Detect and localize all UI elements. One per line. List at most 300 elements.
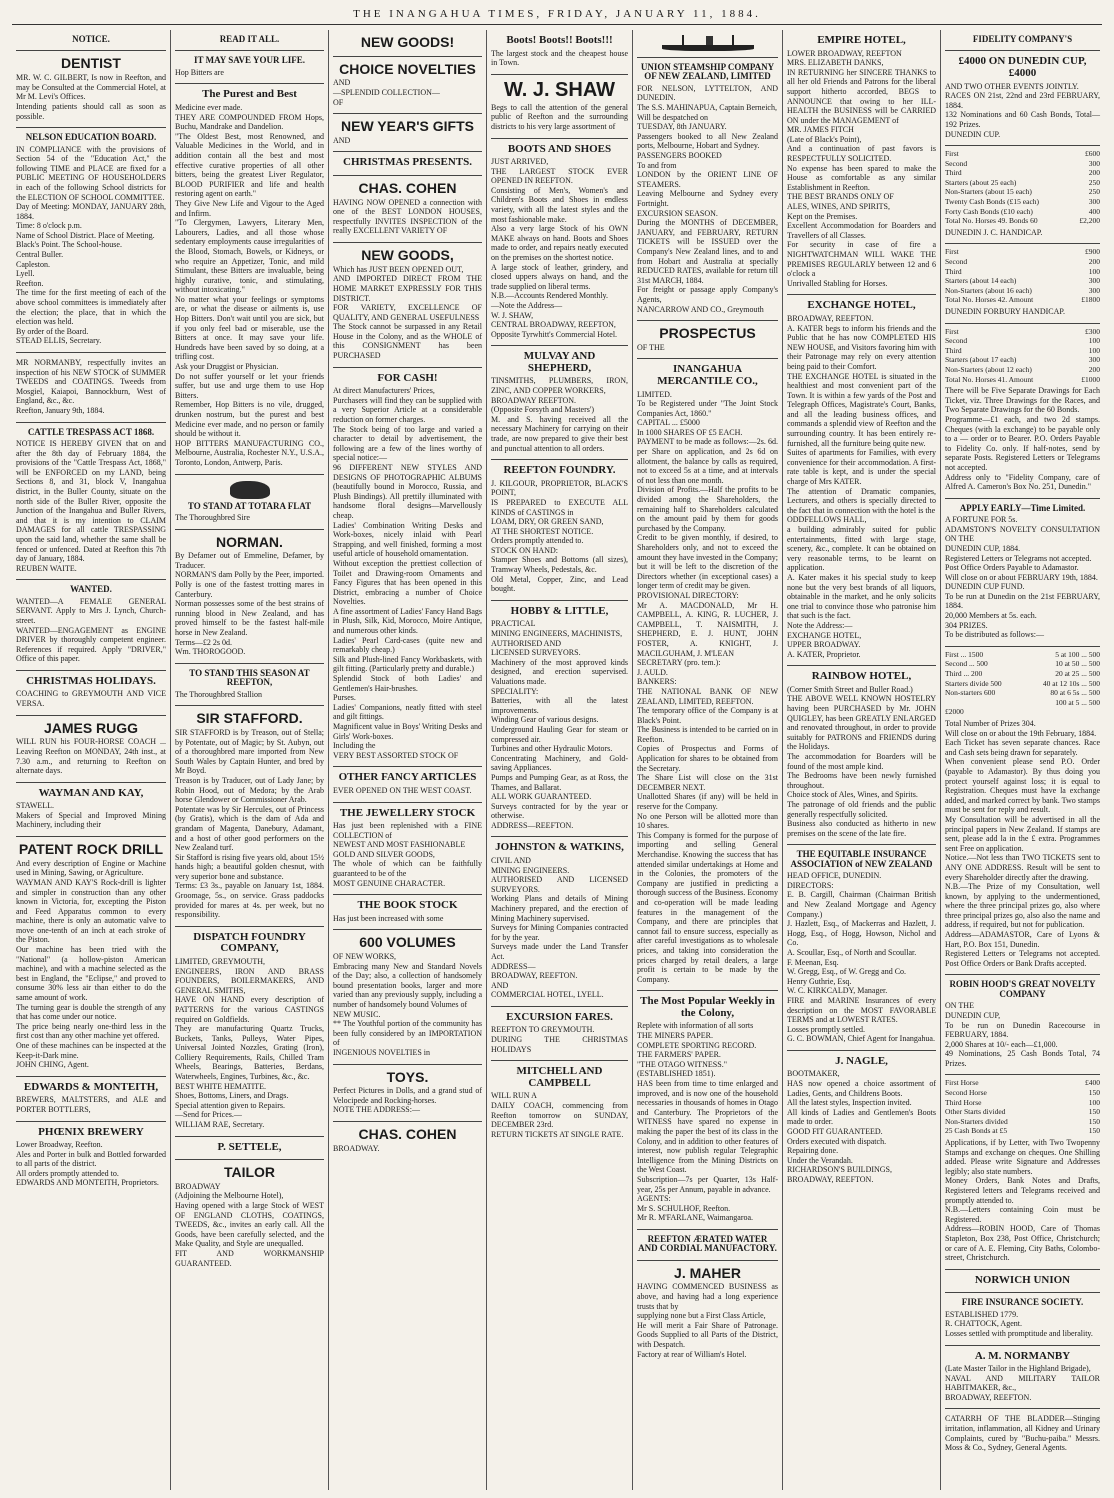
ad-heading: NEW YEAR'S GIFTS [341, 118, 474, 135]
ad-body: Total Number of Prizes 304. Will close on or about the 19th February, 1884. Each Ticket has seven separate chances. Race and Cash sets being drawn for separately. When convenient please send P.O. Order (payable to Adamastor). By thus doing you protect yourself against loss; it is equal to Registration. Cheques must have la exchange added, and marked correct by bank. Two stamps must be sent for reply and result. My Consultation will be advertised in all the principal papers in New Zealand. If stamps are sent, please add la in the £ extra. Programmes sent Free on application. Notice.—Not less than TWO TICKETS sent to ANY ONE ADDRESS. Result will be sent to every Shareholder directly after the drawing. N.B.—The Prize of my Consultation, well known, by applying to the undermentioned, where the three principal prizes go, also where three principal prizes go, also also the name and address, if required, but not for publication. Address—ADAMASTOR, Care of Lyons & Hart, P.O. Box 151, Dunedin. Registered Letters or Telegrams not accepted. Post Office Orders or Bank Drafts accepted. [945, 719, 1100, 968]
table-cell: Non-Starters (about 15 each) [945, 187, 1032, 197]
advertisement [945, 499, 1100, 647]
table-row [945, 1078, 1100, 1088]
table-cell: 150 [1088, 1126, 1100, 1136]
table-cell: 300 [1088, 285, 1100, 295]
table-row [945, 168, 1100, 178]
advertisement [175, 706, 324, 927]
table-cell: 25 Cash Bonds at £5 [945, 1126, 1008, 1136]
ad-heading: WANTED. [70, 584, 112, 595]
advertisement [333, 1065, 482, 1122]
ad-body: WANTED—A FEMALE GENERAL SERVANT. Apply to Mrs J. Lynch, Church-street. WANTED—ENGAGEMENT as ENGINE DRIVER by thoroughly competent engineer. References if required. Apply "DRIVER," Office of this paper. [16, 596, 166, 664]
table-cell [945, 698, 1022, 708]
advertisement [333, 176, 482, 243]
table-cell: Second [945, 336, 968, 346]
ad-body: By Defamer out of Emmeline, Defamer, by Traducer. NORMAN'S dam Polly by the Peer, imported. Polly is one of the fastest trotting mares in Canterbury. Norman possesses some of the best strains of running blood in New Zealand, and has proved himself to be the fastest half-mile horse in New Zealand. Terms—£2 2s 0d. Wm. THOROGOOD. [175, 551, 324, 657]
ad-heading: CHOICE NOVELTIES [339, 60, 476, 77]
table-cell: £400 [1085, 1078, 1100, 1088]
ad-heading: REEFTON ÆRATED WATER AND CORDIAL MANUFACTORY. [638, 1233, 777, 1254]
table-row [945, 669, 1100, 679]
table-cell: 20 at 25 ... 500 [1055, 669, 1100, 679]
table-row [945, 247, 1100, 257]
advertisement [16, 1122, 166, 1195]
column-3 [328, 30, 486, 1490]
advertisement [16, 837, 166, 1077]
ad-body: (Late Master Tailor in the Highland Brigade), NAVAL AND MILITARY TAILOR HABITMAKER, &c., BROADWAY, REEFTON. [945, 1364, 1100, 1402]
ad-heading: A. M. NORMANBY [974, 1349, 1071, 1362]
ad-body: At direct Manufacturers' Prices, Purchasers will find they can be supplied with a very Superior Article at a considerable reduction on former charges. The Stock being of too large and varied a character to detail by advertisement, the following are a few of the lines worthy of special notice:— 96 DIFFERENT NEW STYLES AND DESIGNS OF PHOTOGRAPHIC ALBUMS (beautifully bound in Morocco, Russia, and Plush Bindings). All prettily illuminated with handsome floral designs—Marvellously cheap. Ladies' Combination Writing Desks and Work-boxes, nicely inlaid with Pearl Strapping, and well finished, forming a most useful article of household ornamentation. Without exception the prettiest collection of Toilet and Drawing-room Ornaments and Fancy Figures that has been opened in this District, embracing a number of Choice Novelties. A fine assortment of Ladies' Fancy Hand Bags in Plush, Silk, Kid, Morocco, Moire Antique, and numerous other kinds. Ladies' Pearl Card-cases (quite new and remarkably cheap.) Silk and Plush-lined Fancy Workbaskets, with gilt fitting. (Particularly pretty and durable.) Splendid Stock of both Ladies' and Gentlemen's Hair-brushes. Purses. Ladies' Companions, neatly fitted with steel and gilt fittings. Magnificent value in Boys' Writing Desks and Girls' Work-boxes. Including the VERY BEST ASSORTED STOCK OF [333, 386, 482, 760]
ad-heading: OTHER FANCY ARTICLES [338, 771, 477, 784]
ad-heading: DISPATCH FOUNDRY COMPANY, [193, 930, 306, 955]
ad-body: BROADWAY, REEFTON. A. KATER begs to inform his friends and the Public that he has now COMPLETED HIS NEW HOUSE, and Visitors favoring him with their Patronage may rely on every attention being paid to their Comfort. THE EXCHANGE HOTEL is situated in the healthiest and most convenient part of the Town. It is within a few yards of the Post and Telegraph Offices, Magistrate's Court, Banks, and all the leading business offices, and commands a splendid view of Reefton and the surrounding country. It has been entirely re-furnished, all the furniture being quite new. Suites of apartments for Families, with every convenience for their accommodation. A first-rate table is kept, and is under the special charge of Mrs KATER. The attention of Dramatic companies, Lecturers, and others is specially directed to the fact that in connection with the hotel is the ODDFELLOWS HALL, a building admirably suited for public entertainments, fitted with large stage, scenery, &c., complete. It can be obtained on very reasonable terms, to be learnt on application. A. Kater makes it his special study to keep none but the very best brands of all liquors, obtainable in the market, and he only solicits one trial to convince those who patronise him that such is the fact. Note the Address:— EXCHANGE HOTEL, UPPER BROADWAY. A. KATER, Proprietor. [787, 313, 936, 659]
ad-heading: PATENT ROCK DRILL [18, 841, 164, 858]
ad-heading: £4000 ON DUNEDIN CUP, £4000 [958, 55, 1087, 79]
table-cell: 300 [1088, 355, 1100, 365]
ad-heading: TAILOR [223, 1164, 276, 1181]
table-row [945, 375, 1100, 385]
ad-heading: READ IT ALL. [219, 34, 280, 44]
advertisement [16, 353, 166, 423]
ad-body: Has just been increased with some [333, 913, 444, 923]
advertisement [16, 783, 166, 837]
ad-body: ON THE DUNEDIN CUP, To be run on Dunedin Racecourse in FEBRUARY, 1884. 2,000 Shares at 10/- each—£1,000. 49 Nominations, 25 Cash Bonds Total, 74 Prizes. [945, 1001, 1100, 1068]
table-cell: 250 [1088, 177, 1100, 187]
ad-body: CIVIL AND MINING ENGINEERS. AUTHORISED AND LICENSED SURVEYORS. Working Plans and details of Mining Machinery prepared, and the erection of Mining Machinery supervised. Surveys for Mining Companies contracted for by the year. Surveys made under the Land Transfer Act. ADDRESS— BROADWAY, REEFTON. AND COMMERCIAL HOTEL, LYELL. [491, 856, 628, 1000]
table-row [945, 295, 1100, 305]
advertisement [333, 30, 482, 57]
advertisement [16, 1077, 166, 1122]
ad-body: Begs to call the attention of the general public of Reefton and the surrounding districts to his very large assortment of [491, 102, 628, 131]
ad-body: IN COMPLIANCE with the provisions of Section 54 of the "Education Act," the following TIME and PLACE are fixed for a PUBLIC MEETING OF HOUSEHOLDERS in each of the following School districts for the ELECTION OF SCHOOL COMMITTEE. Day of Meeting: MONDAY, JANUARY 28th, 1884. Time: 8 o'clock p.m. Name of School District. Place of Meeting. Black's Point. The School-house. Central Buller. Capleston. Lyell. Reefton. The time for the first meeting of each of the above school committees is immediately after the election; the place, that in which the election was held. By order of the Board. STEAD ELLIS, Secretary. [16, 144, 166, 346]
table-cell [1022, 707, 1100, 717]
ad-heading: MULVAY AND SHEPHERD, [523, 350, 596, 374]
prize-table [945, 650, 1100, 717]
table-cell: Twenty Cash Bonds (£15 each) [945, 197, 1040, 207]
steamship-woodcut-icon [662, 35, 754, 51]
ad-body: PRACTICAL MINING ENGINEERS, MACHINISTS, AUTHORISED AND LICENSED SURVEYORS. Machinery of the most approved kinds designed, and erection supervised. Valuations made. SPECIALITY: Batteries, with all the latest improvements. Winding Gear of various designs. Underground Hauling Gear for steam or compressed air. Turbines and other Hydraulic Motors. Concentrating Machinery, and Gold-saving Appliances. Pumps and Pumping Gear, as at Ross, the Thames, and Ballarat. ALL WORK GUARANTEED. Surveys contracted for by the year or otherwise. ADDRESS—REEFTON. [491, 619, 628, 830]
advertisement [491, 460, 628, 601]
ad-heading: P. SETTELE, [217, 1140, 282, 1153]
table-cell: 150 [1088, 1088, 1100, 1098]
ad-heading: J. MAHER [674, 1264, 741, 1281]
table-cell: Total No. Horses 49. Bonds 60 [945, 216, 1038, 226]
advertisement [16, 128, 166, 353]
table-cell: First [945, 326, 959, 336]
ad-body: ESTABLISHED 1779. R. CHATTOCK, Agent. Losses settled with promptitude and liberality. [945, 1309, 1093, 1338]
table-row [945, 1126, 1100, 1136]
table-cell: 150 [1088, 1116, 1100, 1126]
table-row [945, 707, 1100, 717]
ad-heading: EDWARDS & MONTEITH, [23, 1080, 159, 1093]
ad-heading: EXCURSION FARES. [506, 1010, 613, 1023]
table-cell: 80 at 6 5s ... 500 [1050, 688, 1100, 698]
ad-heading: The Purest and Best [202, 88, 297, 101]
ad-body: Replete with information of all sorts THE MINERS PAPER. COMPLETE SPORTING RECORD. THE FARMERS' PAPER. "THE OTAGO WITNESS." (ESTABLISHED 1851). HAS been from time to time enlarged and improved, and is now one of the household necessaries in thousands of homes in Otago and Canterbury. The Proprietors of the WITNESS have spared no expense in making the paper the best of its class in the Colony, and in addition to other features of interest, now publish regular Telegraphic Intelligence from the Mining Districts on the West Coast. Subscription—7s per Quarter, 13s Half-year, 25s per Annum, payable in advance. AGENTS: Mr S. SCHULHOF, Reefton. Mr R. M'FARLANE, Waimangaroa. [637, 1021, 778, 1223]
horse-woodcut-icon [230, 481, 270, 499]
table-cell: First ... 1500 [945, 649, 984, 659]
ad-heading: EXCHANGE HOTEL, [807, 299, 916, 312]
ad-heading: TO STAND AT TOTARA FLAT [187, 500, 312, 511]
ad-body: LOWER BROADWAY, REEFTON MRS. ELIZABETH DANKS, IN RETURNING her SINCERE THANKS to all her old Friends and Patrons for the liberal support hitherto accorded, BEGS to ANNOUNCE that owing to her ILL-HEALTH the BUSINESS will be CARRIED ON under the MANAGEMENT of MR. JAMES FITCH (Late of Black's Point), And a continuation of past favors is RESPECTFULLY SOLICITED. No expense has been spared to make the House as comfortable as any similar Establishment in Reefton. THE BEST BRANDS ONLY OF ALES, WINES, AND SPIRITS, Kept on the Premises. Excellent Accommodation for Boarders and Travellers of all Classes. For security in case of fire a NIGHTWATCHMAN WILL WAKE THE PREMISES REGULARLY between 12 and 6 o'clock a Unrivalled Stabling for Horses. [787, 48, 936, 288]
ad-heading: NEW GOODS, [361, 247, 454, 264]
table-row [945, 216, 1100, 226]
advertisement [787, 666, 936, 845]
table-cell: Third Horse [945, 1097, 982, 1107]
advertisement [945, 975, 1100, 1075]
advertisement [16, 423, 166, 581]
column-2 [170, 30, 328, 1490]
ad-body: BROADWAY. [333, 1143, 380, 1153]
ad-body: LIMITED, GREYMOUTH, ENGINEERS, IRON AND BRASS FOUNDERS, BOILERMAKERS, AND GENERAL SMITHS, HAVE ON HAND every description of PATTERNS for the various CASTINGS required on Goldfields. They are manufacturing Quartz Trucks, Buckets, Tanks, Pulleys, Water Pipes, Universal Jointed Nozzles, Grating (Iron), Colliery Requirements, Rails, Chilled Tram Wheels, Bearings, Batteries, Berdans, Waterwheels, Engines, Turbines, &c., &c. BEST WHITE HEMATITE. Shoes, Bottoms, Liners, and Drags. Special attention given to Repairs. —Send for Prices.— WILLIAM RAE, Secretary. [175, 956, 324, 1130]
column-6 [782, 30, 940, 1490]
ad-body: BROADWAY (Adjoining the Melbourne Hotel), Having opened with a large Stock of WEST OF ENGLAND CLOTHS, COATINGS, TWEEDS, &c., invites an early call. All the Goods, have been carefully selected, and the Make Quality, and Style are unequalled. FIT AND WORKMANSHIP GUARANTEED. [175, 1181, 324, 1268]
table-cell: 100 [1088, 266, 1100, 276]
table-row [945, 698, 1100, 708]
table-cell: Third [945, 345, 962, 355]
table-cell: £2000 [945, 707, 964, 717]
ad-body: JUST ARRIVED, THE LARGEST STOCK EVER OPENED IN REEFTON. Consisting of Men's, Women's and Children's Boots and Shoes in endless variety, with all the latest styles and the most fashionable make. Also a very large Stock of his OWN MAKE always on hand. Boots and Shoes made to order, and repairs neatly executed on the premises on the shortest notice. A large stock of leather, grindery, and closed uppers always on hand, and the trade supplied on liberal terms. N.B.—Accounts Rendered Monthly. —Note the Address— W. J. SHAW, CENTRAL BROADWAY, REEFTON, Opposite Tyrwhitt's Commercial Hotel. [491, 157, 628, 339]
table-cell: 300 [1088, 158, 1100, 168]
ad-body: FOR NELSON, LYTTELTON, AND DUNEDIN. The S.S. MAHINAPUA, Captain Berneich, Will be despatched on TUESDAY, 8th JANUARY. Passengers booked to all New Zealand ports, Melbourne, Hobart and Sydney. PASSENGERS BOOKED To and from LONDON by the ORIENT LINE OF STEAMERS. Leaving Melbourne and Sydney every Fortnight. EXCURSION SEASON. During the MONTHS of DECEMBER, JANUARY, and FEBRUARY, RETURN TICKETS will be ISSUED over the Company's New Zealand lines, and to and from Hobart and Australia at specially REDUCED RATES, available for return till 31st MARCH, 1884. For freight or passage apply Company's Agents, NANCARROW AND CO., Greymouth [637, 83, 778, 314]
advertisement [333, 767, 482, 802]
ad-body: WILL RUN his FOUR-HORSE COACH ... Leaving Reefton on MONDAY, 24th inst., at 7.30 a.m., and returning to Reefton on alternate days. [16, 737, 166, 776]
advertisement [175, 51, 324, 84]
table-row [945, 327, 1100, 337]
table-cell: Starters (about 14 each) [945, 276, 1017, 286]
advertisement [16, 30, 166, 51]
table-row [945, 659, 1100, 669]
advertisement [945, 244, 1100, 323]
table-row [945, 149, 1100, 159]
advertisement [491, 30, 628, 75]
ad-heading: J. NAGLE, [835, 1054, 888, 1067]
advertisement [945, 1270, 1100, 1294]
ad-heading: NELSON EDUCATION BOARD. [25, 132, 157, 143]
ad-body: HAVING COMMENCED BUSINESS as above, and having had a long experience trusts that by supplying none but a First Class Article, He will merit a Fair Share of Patronage. Goods Supplied to all Parts of the District, with Despatch. Factory at rear of William's Hotel. [637, 1282, 778, 1359]
advertisement [491, 601, 628, 838]
table-cell: First [945, 149, 959, 159]
advertisement [333, 930, 482, 1064]
ad-heading: BOOTS AND SHOES [507, 142, 612, 155]
ad-body: EVER OPENED ON THE WEST COAST. [333, 785, 472, 795]
ad-body: LIMITED. To be Registered under "The Joint Stock Companies Act, 1860." CAPITAL ... £5000 In 1000 SHARES OF £5 EACH. PAYMENT to be made as follows:—2s. 6d. per Share on application, and 2s 6d on allotment, the balance by calls as required, not to exceed 5s at a time, and at intervals of not less than one month. Division of Profits.—Half the profits to be divided among the Shareholders, the remaining half to Shareholders calculated on the amount paid by them for goods purchased by the Company. Credit to be given monthly, if desired, to Shareholders only, and not to exceed the amount they have invested in the Company; but it will be left to the discretion of the Directors whether (in exceptional cases) a longer term of credit may be given. PROVISIONAL DIRECTORY: Mr A. MACDONALD, Mr H. CAMPBELL, A. KING, R. LUCHER, J. CAMPBELL, T. NAISMITH, J. SHEPHERD, E. J. HUNT, JOHN FOSTER, A. KNIGHT, J. MACILGUHAM, J. M'LEAN SECRETARY (pro. tem.): J. AULD. BANKERS: THE NATIONAL BANK OF NEW ZEALAND, LIMITED, REEFTON. The temporary office of the Company is at Black's Point. The Business is intended to be carried on in Reefton. Copies of Prospectus and Forms of Application for shares to be obtained from the Secretary. The Share List will close on the 31st DECEMBER NEXT. Unallotted Shares (if any) will be held in reserve for the Company. No one Person will be allotted more than 10 shares. This Company is formed for the purpose of importing and selling General Merchandise. Knowing the success that has attended similar undertakings at Home and in the Colonies, the promoters of the Company are justified in predicting a thorough success of the Business. Economy and co-operation will be made leading features in the management of the Company, and there are principles that cannot fail to ensure success, especially as after careful investigations as to wholesale prices, and taking into consideration the prices charged by retail dealers, a large profit is certain to be made by the Company. [637, 389, 778, 984]
advertisement [491, 346, 628, 460]
ad-body: OF THE [637, 342, 665, 352]
prize-table [945, 247, 1100, 305]
prize-table [945, 149, 1100, 226]
ad-body: J. KILGOUR, PROPRIETOR, BLACK'S POINT, IS PREPARED to EXECUTE ALL KINDS of CASTINGS in LOAM, DRY, OR GREEN SAND, AT THE SHORTEST NOTICE. Orders promptly attended to. STOCK ON HAND: Stamper Shoes and Bottoms (all sizes), Tramway Wheels, Pedestals, &c. Old Metal, Copper, Zinc, and Lead bought. [491, 478, 628, 594]
column-1 [12, 30, 170, 1490]
table-cell: Second ... 500 [945, 659, 988, 669]
table-cell: Second [945, 257, 968, 267]
ad-body: DUNEDIN J. C. HANDICAP. [945, 227, 1043, 237]
ad-heading: FOR CASH! [377, 371, 438, 384]
advertisement [637, 1230, 778, 1261]
ad-heading: CATTLE TRESPASS ACT 1868. [27, 426, 155, 437]
ad-body: The Thoroughbred Sire [175, 513, 250, 523]
advertisement [945, 1293, 1100, 1345]
advertisement [333, 368, 482, 768]
table-row [945, 688, 1100, 698]
ad-body: DUNEDIN FORBURY HANDICAP. [945, 307, 1065, 316]
table-cell: £300 [1085, 326, 1100, 336]
masthead-rule [12, 24, 1102, 25]
advertisement [491, 1061, 628, 1145]
ad-heading: HOBBY & LITTLE, [510, 604, 609, 617]
advertisement [16, 671, 166, 716]
advertisement [637, 321, 778, 359]
table-cell: 400 [1088, 206, 1100, 216]
ad-heading: CHAS. COHEN [358, 1126, 457, 1143]
table-cell: 10 at 50 ... 500 [1055, 659, 1100, 669]
ad-heading: APPLY EARLY—Time Limited. [959, 502, 1086, 513]
table-row [945, 197, 1100, 207]
column-7 [940, 30, 1104, 1490]
ad-body: HEAD OFFICE, DUNEDIN. DIRECTORS: E. B. Cargill, Chairman (Chairman British and New Zealand Mortgage and Agency Company.) J. Hazlett, Esq., of Mackerras and Hazlett, J. Hogg, Esq., of Hogg, Howson, Nichol and Co. A. Scoullar, Esq., of North and Scoullar. F. Meenan, Esq. W. Gregg, Esq., of W. Gregg and Co. Henry Guthrie, Esq. W. C. KIRKCALDY, Manager. FIRE and MARINE Insurances of every description on the MOST FAVORABLE TERMS and at LOWEST RATES. Losses promptly settled. G. C. BOWMAN, Chief Agent for Inangahua. [787, 871, 936, 1044]
advertisement [491, 1007, 628, 1061]
table-row [945, 159, 1100, 169]
advertisement [333, 895, 482, 930]
table-cell: £900 [1085, 247, 1100, 257]
advertisement [945, 51, 1100, 146]
table-row [945, 346, 1100, 356]
ad-body: REEFTON TO GREYMOUTH. DURING THE CHRISTMAS HOLIDAYS [491, 1025, 628, 1054]
advertisement [16, 51, 166, 128]
advertisement [491, 837, 628, 1006]
ad-heading: UNION STEAMSHIP COMPANY OF NEW ZEALAND, LIMITED [640, 62, 775, 82]
table-cell: £2,200 [1079, 216, 1100, 226]
advertisement [945, 1346, 1100, 1410]
ad-heading: NORMAN. [216, 533, 283, 550]
table-cell: 5 at 100 ... 500 [1055, 649, 1100, 659]
advertisement [333, 57, 482, 114]
ad-body: OF NEW WORKS, Embracing many New and Standard Novels of the Day; also, a collection of handsomely bound presentation books, larger and more varied than any previously supply, including a number of handsomely bound Volumes of NEW MUSIC. ** The Youthful portion of the community has been fully considered by an IMPORTATION of INGENIOUS NOVELTIES in [333, 952, 482, 1057]
ad-heading: JOHNSTON & WATKINS, [495, 841, 624, 854]
table-row [945, 1117, 1100, 1127]
table-cell: Third [945, 266, 962, 276]
ad-body: The largest stock and the cheapest house in Town. [491, 48, 628, 68]
table-row [945, 276, 1100, 286]
table-row [945, 257, 1100, 267]
table-cell: £1800 [1081, 295, 1100, 305]
advertisement [175, 475, 324, 530]
table-cell: Non-Starters divided [945, 1116, 1008, 1126]
advertisement [945, 324, 1100, 499]
ad-body: AND TWO OTHER EVENTS JOINTLY. RACES ON 21st, 22nd and 23rd FEBRUARY, 1884. 132 Nominations and 60 Cash Bonds, Total—192 Prizes. DUNEDIN CUP. [945, 81, 1100, 139]
ad-body: Has just been replenished with a FINE COLLECTION of NEWEST AND MOST FASHIONABLE GOLD AND SILVER GOODS, The whole of which can be faithfully guaranteed to be of the MOST GENUINE CHARACTER. [333, 821, 482, 888]
table-cell: 200 [1088, 257, 1100, 267]
table-cell: Starters (about 25 each) [945, 177, 1017, 187]
advertisement [637, 58, 778, 321]
ad-heading: RAINBOW HOTEL, [811, 670, 912, 683]
ad-heading: SIR STAFFORD. [196, 710, 303, 727]
ad-body: (Corner Smith Street and Buller Road.) THE ABOVE WELL KNOWN HOSTELRY having been PURCHASED by Mr. JOHN QUIGLEY, has been GREATLY ENLARGED and renovated throughout, in order to provide suitably for PATRONS and FRIENDS during the Holidays. The accommodation for Boarders will be found of the most ample kind. The Bedrooms have been newly furnished throughout. Choice stock of Ales, Wines, and Spirits. The patronage of old friends and the public generally respectfully solicited. Business also conducted as hitherto in new premises on the scene of the late fire. [787, 684, 936, 838]
ad-body: NOTICE IS HEREBY GIVEN that on and after the 8th day of February 1884, the provisions of the "Cattle Trespass Act, 1868," will be ENFORCED on my LAND, being Sections 8, and 31, block V, Inangahua district, in the Buller County, situate on the north side of the Buller River, opposite the Junction of the Inangahua and Buller Rivers, and that it is my intention to CLAIM DAMAGES for all cattle TRESPASSING upon the said land, whether the same shall be fenced or unfenced. Dated at Reefton this 7th day of January, 1884. REUBEN WAITE. [16, 439, 166, 573]
table-cell: Starters (about 17 each) [945, 355, 1017, 365]
ad-heading: THE BOOK STOCK [357, 899, 458, 912]
table-row [945, 1088, 1100, 1098]
table-row [945, 1107, 1100, 1117]
ad-heading: Boots! Boots!! Boots!!! [506, 34, 613, 46]
ad-body: Lower Broadway, Reefton. Ales and Porter in bulk and Bottled forwarded to all parts of the district. All orders promptly attended to. EDWARDS AND MONTEITH, Proprietors. [16, 1140, 166, 1188]
table-cell: Total No. Horses 42. Amount [945, 295, 1034, 305]
ad-body: Applications, if by Letter, with Two Twopenny Stamps and exchange on cheques. One Shilling added. Please write Signature and Addresses legibly; also state numbers. Money Orders, Bank Notes and Drafts, Registered letters and Telegrams received and promptly attended to. N.B.—Letters containing Coin must be Registered. Address—ROBIN HOOD, Care of Thomas Stapleton, Box 238, Post Office, Christchurch; or care of A. E. Fleming, City Baths, Colombo-street, Christchurch. [945, 1138, 1100, 1263]
ad-heading: INANGAHUA MERCANTILE CO., [657, 363, 758, 387]
advertisement [16, 716, 166, 783]
table-row [945, 187, 1100, 197]
advertisement [637, 359, 778, 991]
prize-table [945, 327, 1100, 385]
table-row [945, 286, 1100, 296]
ad-heading: EMPIRE HOTEL, [817, 34, 906, 46]
ad-heading: CHAS. COHEN [358, 179, 457, 196]
ad-body: Perfect Pictures in Dolls, and a grand stud of Velocipede and Rocking-horses. NOTE THE ADDRESS:— [333, 1086, 482, 1115]
advertisement [945, 1075, 1100, 1269]
advertisement [787, 295, 936, 666]
advertisement [945, 1409, 1100, 1458]
table-cell: 150 [1088, 1107, 1100, 1117]
table-cell: Second Horse [945, 1088, 987, 1098]
ad-heading: PHŒNIX BREWERY [38, 1125, 144, 1138]
table-cell: Non-starters 600 [945, 688, 996, 698]
table-cell: Non-Starters (about 12 each) [945, 364, 1032, 374]
ad-body: Hop Bitters are [175, 67, 224, 77]
ad-body: TINSMITHS, PLUMBERS, IRON, ZINC, AND COPPER WORKERS, BROADWAY REEFTON. (Opposite Forsyth and Masters') M. and S. having received all the necessary Machinery for carrying on their trade, are now prepared to give their best and punctual attention to all orders. [491, 376, 628, 453]
ad-heading: DENTIST [61, 55, 121, 72]
ad-heading: TOYS. [386, 1068, 429, 1085]
ad-body: Which has JUST BEEN OPENED OUT, AND IMPORTED DIRECT FROM THE HOME MARKET EXPRESSLY FOR THIS DISTRICT. FOR VARIETY, EXCELLENCE OF QUALITY, AND GENERAL USEFULNESS The Stock cannot be surpassed in any Retail House in the Colony, and as the WHOLE of this CONSIGNMENT has been PURCHASED [333, 264, 482, 361]
ad-body: STAWELL. Makers of Special and Improved Mining Machinery, including their [16, 801, 166, 830]
advertisement [787, 845, 936, 1051]
table-row [945, 365, 1100, 375]
advertisement [333, 243, 482, 368]
table-cell: First Horse [945, 1078, 979, 1088]
ad-heading: IT MAY SAVE YOUR LIFE. [194, 55, 305, 66]
advertisement [175, 1137, 324, 1161]
ad-heading: ROBIN HOOD'S GREAT NOVELTY COMPANY [949, 979, 1096, 999]
advertisement [333, 152, 482, 176]
ad-heading: FIDELITY COMPANY'S [972, 34, 1073, 44]
advertisement [787, 1051, 936, 1191]
table-cell: Forty Cash Bonds (£10 each) [945, 206, 1033, 216]
advertisement [333, 114, 482, 152]
table-row [945, 178, 1100, 188]
ad-body: A FORTUNE FOR 5s. ADAMSTON'S NOVELTY CONSULTATION ON THE DUNEDIN CUP, 1884. Registered Letters or Telegrams not accepted. Post Office Orders Payable to Adamastor. Will close on or about FEBRUARY 19th, 1884. DUNEDIN CUP FUND. To be run at Dunedin on the 21st FEBRUARY, 1884. 20,000 Members at 5s. each. 304 PRIZES. To be distributed as follows:— [945, 515, 1100, 640]
ad-heading: WAYMAN AND KAY, [38, 786, 144, 799]
advertisement [637, 1261, 778, 1365]
ad-heading: CHRISTMAS PRESENTS. [343, 156, 472, 169]
table-cell: 100 [1088, 345, 1100, 355]
ad-heading: The Most Popular Weekly in the Colony, [640, 995, 775, 1019]
advertisement [637, 30, 778, 58]
table-cell: 300 [1088, 197, 1100, 207]
ad-heading: THE EQUITABLE INSURANCE ASSOCIATION of NEW ZEALAND [790, 849, 933, 869]
ad-heading: NEW GOODS! [360, 34, 455, 50]
table-cell: 200 [1088, 364, 1100, 374]
ad-heading: FIRE INSURANCE SOCIETY. [961, 1297, 1084, 1308]
ad-heading: NOTICE. [72, 34, 110, 44]
advertisement [333, 803, 482, 896]
table-cell: Non-Starters (about 16 each) [945, 285, 1032, 295]
masthead: THE INANGAHUA TIMES, FRIDAY, JANUARY 11, 1884. [353, 8, 761, 20]
table-cell: 100 at 5 ... 500 [1055, 697, 1100, 707]
advertisement [175, 664, 324, 706]
ad-heading: CHRISTMAS HOLIDAYS. [26, 674, 156, 687]
advertisement [333, 1122, 482, 1159]
table-row [945, 650, 1100, 660]
table-cell: £1000 [1081, 374, 1100, 384]
advertisement [945, 30, 1100, 51]
table-row [945, 355, 1100, 365]
table-cell: 300 [1088, 276, 1100, 286]
ad-heading: REEFTON FOUNDRY. [503, 464, 616, 477]
advertisement [637, 991, 778, 1230]
table-cell: First [945, 247, 959, 257]
table-row [945, 267, 1100, 277]
ad-body: AND [333, 135, 351, 145]
ad-heading: JAMES RUGG [43, 719, 139, 736]
advertisement [175, 1160, 324, 1274]
ad-body: BOOTMAKER, HAS now opened a choice assortment of Ladies, Gents, and Childrens Boots. All the latest styles, Inspection invited. All kinds of Ladies and Gentlemen's Boots made to order. GOOD FIT GUARANTEED. Orders executed with dispatch. Repairing done. Under the Verandah. RICHARDSON'S BUILDINGS, BROADWAY, REEFTON. [787, 1069, 936, 1184]
ad-body: MR. W. C. GILBERT, Is now in Reefton, and may be Consulted at the Commercial Hotel, at Mr M. Levi's Offices. Intending patients should call as soon as possible. [16, 73, 166, 121]
advertisement [945, 146, 1100, 244]
ad-body: SIR STAFFORD is by Treason, out of Stella; by Potentate, out of Magic; by St. Aubyn, out of a thoroughbred mare imported from New South Wales by Captain Hunter, and bred by Mr Boyd. Treason is by Traducer, out of Lady Jane; by Robin Hood, out of Medora; by the Arab horse Glendower or Commissioner Arab. Potentate was by Sir Hercules, out of Princess (by Gratis), which is the dam of Ada and grandam of Magenta, Danebury, Adamant, and a host of other good performers on the New Zealand turf. Sir Stafford is rising five years old, about 15½ hands high; a beautiful golden chesnut, with very superior bone and substance. Terms: £3 3s., payable on January 1st, 1884. Groomage, 5s., on service. Grass paddocks provided for mares at 4s. per week, but no responsibility. [175, 727, 324, 920]
advertisement [175, 84, 324, 474]
table-cell: Third ... 200 [945, 669, 983, 679]
ad-heading: W. J. SHAW [503, 78, 616, 101]
ad-heading: MITCHELL AND CAMPBELL [516, 1065, 603, 1089]
ad-heading: THE JEWELLERY STOCK [339, 806, 476, 819]
prize-table [945, 1078, 1100, 1136]
table-cell: Starters divide 500 [945, 678, 1002, 688]
advertisement [175, 530, 324, 664]
advertisement [945, 647, 1100, 976]
table-cell: Other Starts divided [945, 1107, 1006, 1117]
table-cell: £600 [1085, 149, 1100, 159]
advertisement [787, 30, 936, 295]
table-row [945, 207, 1100, 217]
ad-body: AND —SPLENDID COLLECTION— OF [333, 78, 440, 107]
ad-body: The Thoroughbred Stallion [175, 689, 262, 699]
table-cell: 100 [1088, 336, 1100, 346]
table-cell: 40 at 12 10s ... 500 [1042, 678, 1100, 688]
ad-body: CATARRH OF THE BLADDER—Stinging irritation, inflammation, all Kidney and Urinary Complaints, cured by "Buchu-paiba." Messrs. Moss & Co., Sydney, General Agents. [945, 1414, 1100, 1453]
ad-body: There will be Five Separate Drawings for Each Ticket, viz. Three Drawings for the Races, and Two Separate Drawings for the 60 Bonds. Programme—£1 each, and two 2d stamps. Cheques (with la exchange) to be payable only to a — order or to Bearer. P.O. Orders Payable to Fidelity Co. only. If half-notes, send by separate Posts. Registered Letters or Telegrams not accepted. Address only to "Fidelity Company, care of Alfred A. Cameron's Box No. 251, Dunedin." [945, 386, 1100, 492]
ad-body: MR NORMANBY, respectfully invites an inspection of his NEW STOCK of SUMMER TWEEDS and COATINGS. Tweeds from Mosgiel, Kaiapoi, Bannockburn, West of England, &c., &c. Reefton, January 9th, 1884. [16, 358, 166, 415]
table-cell: Third [945, 168, 962, 178]
table-cell: Second [945, 158, 968, 168]
advertisement [175, 30, 324, 51]
table-cell: Total No. Horses 41. Amount [945, 374, 1034, 384]
table-cell: 100 [1088, 1097, 1100, 1107]
table-cell: 200 [1088, 168, 1100, 178]
advertisement [16, 580, 166, 671]
advertisement [491, 75, 628, 139]
ad-body: BREWERS, MALTSTERS, and ALE and PORTER BOTTLERS, [16, 1095, 166, 1114]
table-row [945, 336, 1100, 346]
advertisement [491, 139, 628, 347]
ad-heading: 600 VOLUMES [359, 934, 456, 951]
ad-body: WILL RUN A DAILY COACH, commencing from Reefton tomorrow on SUNDAY, DECEMBER 23rd. RETURN TICKETS AT SINGLE RATE. [491, 1091, 628, 1139]
ad-body: HAVING NOW OPENED a connection with one of the BEST LONDON HOUSES, respectfully INVITES INSPECTION of the really EXCELLENT VARIETY OF [333, 197, 482, 236]
ad-body: Medicine ever made. THEY ARE COMPOUNDED FROM Hops, Buchu, Mandrake and Dandelion. "The Oldest Best, most Renowned, and Valuable Medicines in the World, and in addition contain all the best and most effective curative properties of all other bitters, being the greatest Liver Regulator, BLOOD PURIFIER and life and health restoring agent on earth." They Give New Life and Vigour to the Aged and Infirm. "To Clergymen, Lawyers, Literary Men, Labourers, Ladies, and all those whose sedentary employments cause irregularities of the Blood, Stomach, Bowels, or Kidneys, or who require an Appetizer, Tonic, and mild Stimulant, these Bitters are invaluable, being highly curative, tonic, and stimulating, without intoxicating." No matter what your feelings or symptoms are, or what the disease or ailments is, use Hop Bitters. Don't wait until you are sick, but if you only feel bad or miserable, use the Bitters at once. It may save your life. Hundreds have been saved by so doing, at a trifling cost. Ask your Druggist or Physician. Do not suffer yourself or let your friends suffer, but use and urge them to use Hop Bitters. Remember, Hop Bitters is no vile, drugged, drunken nostrum, but the purest and best Medicine ever made, and no person or family should be without it. HOP BITTERS MANUFACTURING CO., Melbourne, Australia, Rochester N.Y., U.S.A., Toronto, London, Antwerp, Paris. [175, 103, 324, 467]
table-row [945, 1098, 1100, 1108]
ad-heading: NORWICH UNION [974, 1273, 1071, 1286]
advertisement [175, 927, 324, 1137]
ad-body: COACHING to GREYMOUTH AND VICE VERSA. [16, 689, 166, 709]
table-row [945, 679, 1100, 689]
table-cell: 250 [1088, 187, 1100, 197]
